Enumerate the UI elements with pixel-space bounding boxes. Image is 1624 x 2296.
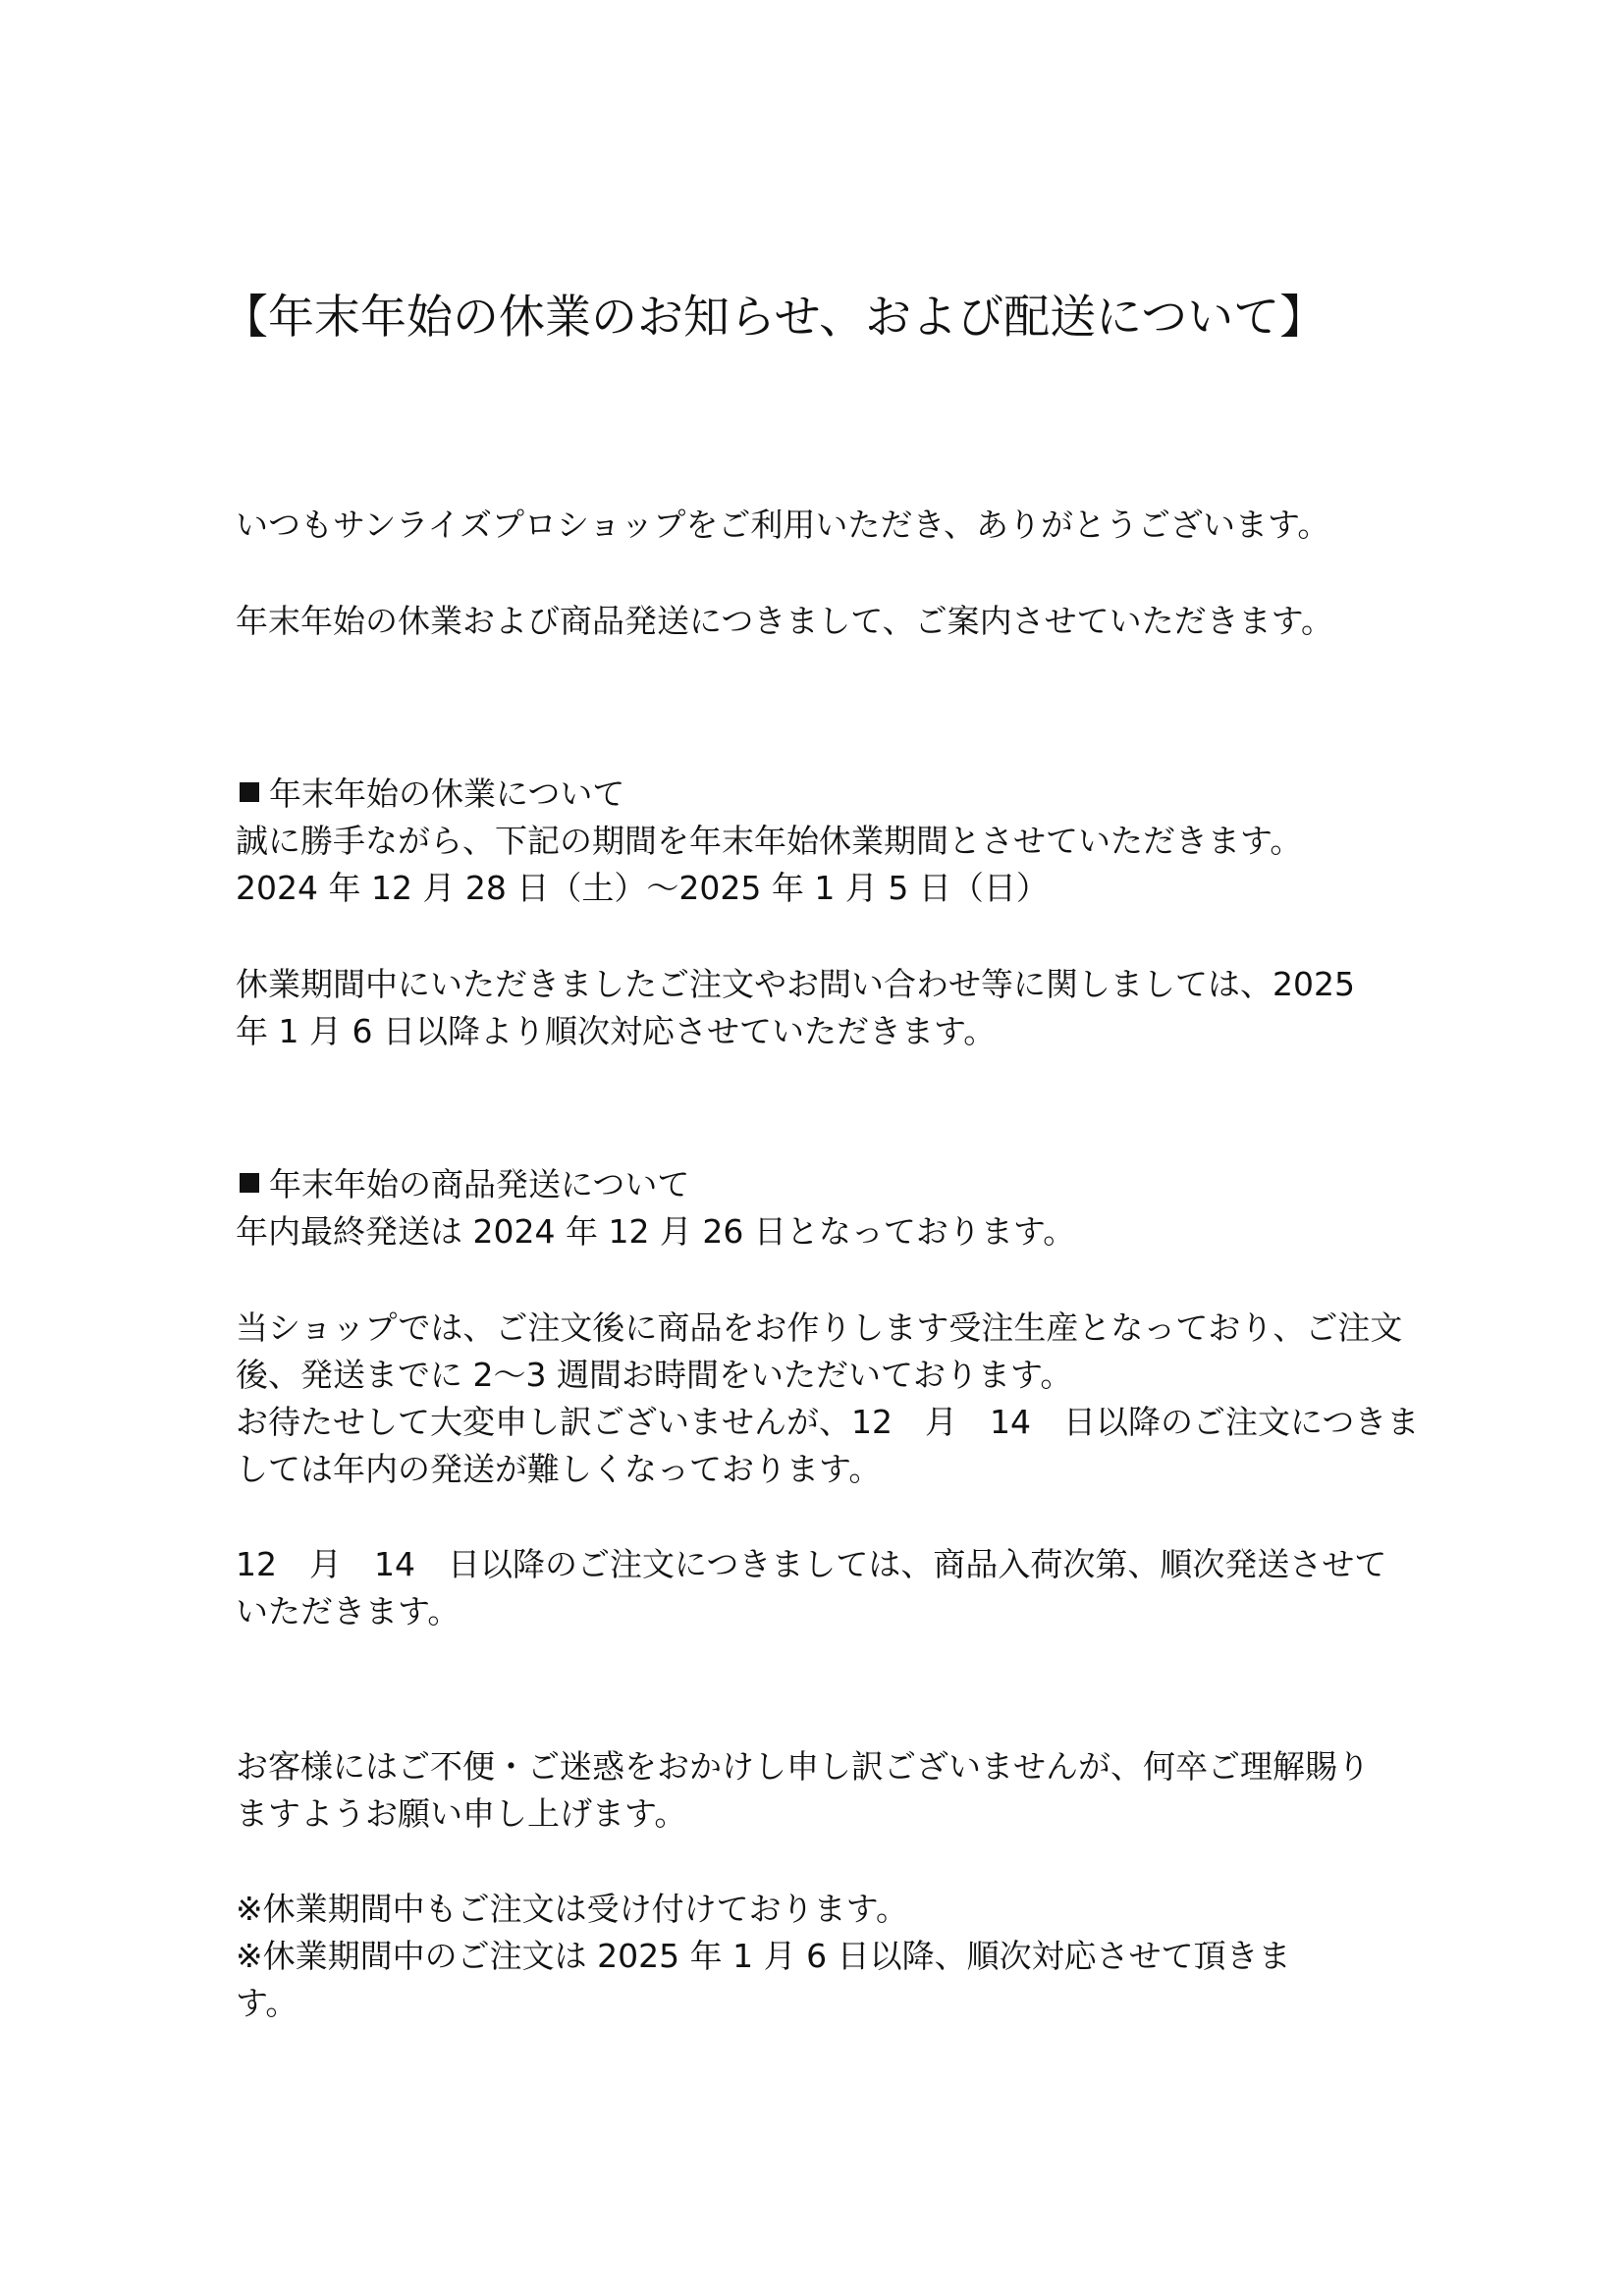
note-orders-handling-line-2: す。	[236, 1984, 298, 2022]
shipping-para2-line-2: いただきます。	[236, 1592, 460, 1630]
shipping-para1-line-4: しては年内の発送が難しくなっております。	[236, 1450, 882, 1488]
shipping-para1-line-1: 当ショップでは、ご注文後に商品をお作りします受注生産となっており、ご注文	[236, 1308, 1403, 1347]
note-orders-handling-line-1: ※休業期間中のご注文は 2025 年 1 月 6 日以降、順次対応させて頂きま	[236, 1937, 1291, 1975]
intro-guidance: 年末年始の休業および商品発送につきまして、ご案内させていただきます。	[236, 602, 1334, 640]
holiday-heading-text: 年末年始の休業について	[269, 774, 625, 813]
page-title: 【年末年始の休業のお知らせ、および配送について】	[222, 291, 1326, 345]
shipping-para1-line-2: 後、発送までに 2～3 週間お時間をいただいております。	[236, 1356, 1073, 1394]
shipping-para1-line-3: お待たせして大変申し訳ございませんが、12 月 14 日以降のご注文につきま	[236, 1403, 1420, 1441]
shipping-heading-text: 年末年始の商品発送について	[269, 1165, 690, 1203]
square-bullet-icon	[240, 1173, 259, 1193]
note-orders-accepted: ※休業期間中もご注文は受け付けております。	[236, 1890, 909, 1928]
intro-greeting: いつもサンライズプロショップをご利用いただき、ありがとうございます。	[236, 506, 1330, 544]
holiday-section-heading	[240, 772, 624, 817]
holiday-note-line-1: 休業期間中にいただきましたご注文やお問い合わせ等に関しましては、2025	[236, 965, 1355, 1003]
holiday-period: 2024 年 12 月 28 日（土）～2025 年 1 月 5 日（日）	[236, 869, 1049, 907]
square-bullet-icon	[240, 782, 259, 802]
holiday-statement: 誠に勝手ながら、下記の期間を年末年始休業期間とさせていただきます。	[236, 822, 1303, 860]
shipping-final-date: 年内最終発送は 2024 年 12 月 26 日となっております。	[236, 1212, 1076, 1251]
shipping-para2-line-1: 12 月 14 日以降のご注文につきましては、商品入荷次第、順次発送させて	[236, 1545, 1387, 1583]
closing-line-1: お客様にはご不便・ご迷惑をおかけし申し訳ございませんが、何卒ご理解賜り	[236, 1747, 1370, 1786]
closing-line-2: ますようお願い申し上げます。	[236, 1794, 687, 1833]
holiday-note-line-2: 年 1 月 6 日以降より順次対応させていただきます。	[236, 1012, 997, 1050]
shipping-section-heading	[240, 1162, 689, 1207]
